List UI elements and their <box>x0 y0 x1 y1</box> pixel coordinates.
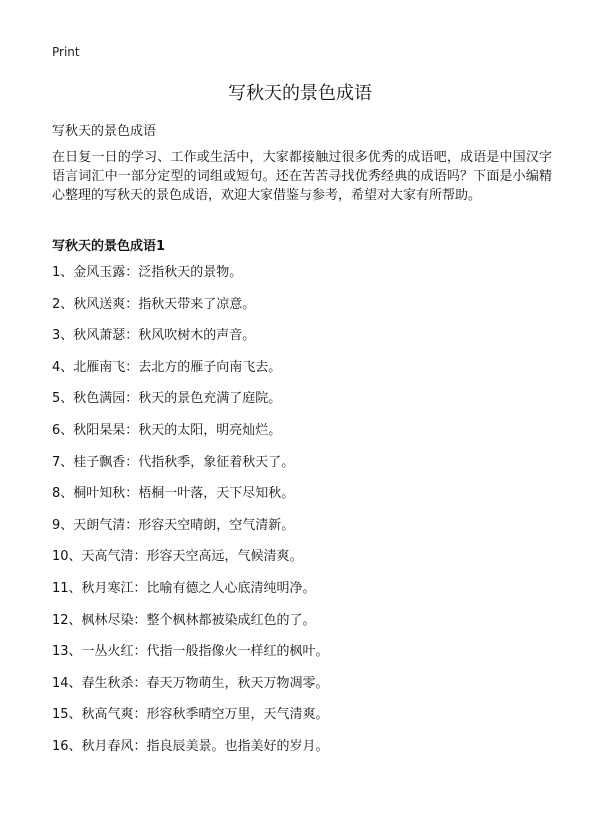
list-item: 9、天朗气清：形容天空晴朗，空气清新。 <box>52 517 295 533</box>
list-item: 1、金风玉露：泛指秋天的景物。 <box>52 265 243 280</box>
list-item: 6、秋阳杲杲：秋天的太阳，明亮灿烂。 <box>52 422 282 438</box>
list-item: 3、秋风萧瑟：秋风吹树木的声音。 <box>52 328 256 344</box>
list-item: 7、桂子飘香：代指秋季，象征着秋天了。 <box>52 454 295 470</box>
article-subtitle: 写秋天的景色成语 <box>52 124 157 139</box>
section-heading: 写秋天的景色成语1 <box>52 239 166 254</box>
list-item: 4、北雁南飞：去北方的雁子向南飞去。 <box>52 359 282 375</box>
list-item: 8、桐叶知秋：梧桐一叶落，天下尽知秋。 <box>52 486 295 502</box>
list-item: 12、枫林尽染：整个枫林都被染成红色的了。 <box>52 612 316 628</box>
list-item: 10、天高气清：形容天空高远，气候清爽。 <box>52 549 303 565</box>
print-link[interactable]: Print <box>52 45 80 59</box>
list-item: 16、秋月春风：指良辰美景。也指美好的岁月。 <box>52 738 329 754</box>
list-item: 13、一丛火红：代指一般指像火一样红的枫叶。 <box>52 644 329 660</box>
list-item: 14、春生秋杀：春天万物萌生，秋天万物凋零。 <box>52 675 329 691</box>
list-item: 11、秋月寒江：比喻有德之人心底清纯明净。 <box>52 580 316 596</box>
list-item: 2、秋风送爽：指秋天带来了凉意。 <box>52 296 256 312</box>
intro-paragraph: 在日复一日的学习、工作或生活中，大家都接触过很多优秀的成语吧，成语是中国汉字语言词汇中一部分定型的词组或短句。还在苦苦寻找优秀经典的成语吗？下面是小编精心整理的写秋天的景色成语，欢迎大家借鉴与参考，希望对大家有所帮助。 <box>52 150 552 203</box>
list-item: 5、秋色满园：秋天的景色充满了庭院。 <box>52 391 282 407</box>
list-item: 15、秋高气爽：形容秋季晴空万里，天气清爽。 <box>52 707 329 723</box>
idiom-list <box>52 265 329 771</box>
page-title: 写秋天的景色成语 <box>228 83 372 104</box>
